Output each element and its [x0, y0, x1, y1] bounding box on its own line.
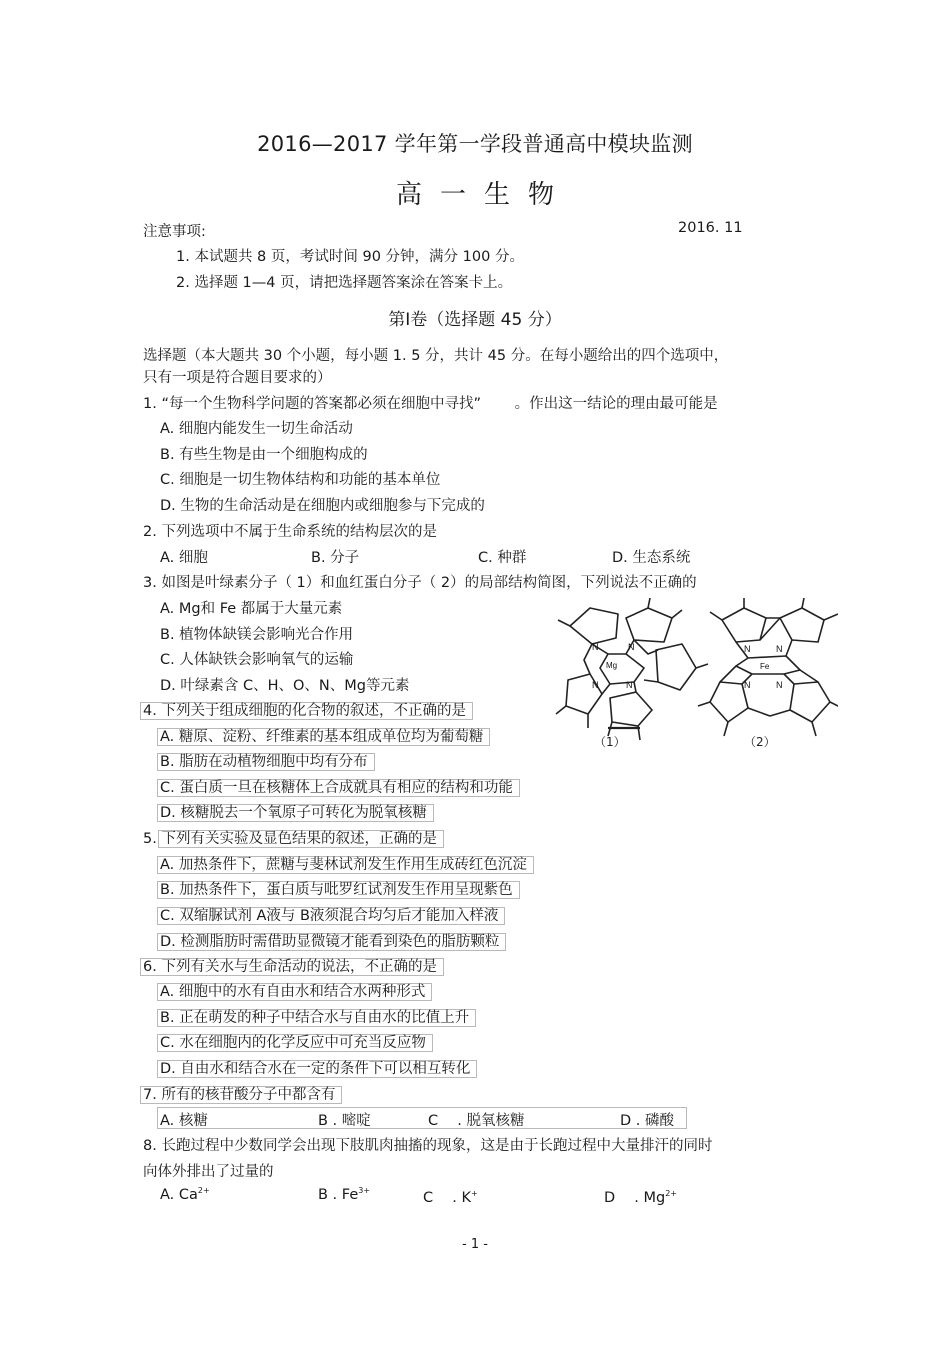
question-6-stem-text: 6. 下列有关水与生命活动的说法，不正确的是	[140, 958, 444, 976]
question-5-option-a[interactable]: A. 加热条件下，蔗糖与斐林试剂发生作用生成砖红色沉淀	[157, 856, 534, 874]
question-8-stem-1: 8. 长跑过程中少数同学会出现下肢肌肉抽搐的现象，这是由于长跑过程中大量排汗的同时	[143, 1138, 713, 1154]
question-6-option-d[interactable]: D. 自由水和结合水在一定的条件下可以相互转化	[157, 1060, 477, 1078]
heme-n-atom-4: N	[776, 680, 783, 690]
page-number: - 1 -	[462, 1237, 488, 1252]
question-1-option-d[interactable]: D. 生物的生命活动是在细胞内或细胞参与下完成的	[160, 498, 485, 514]
question-3-option-d[interactable]: D. 叶绿素含 C、H、O、N、Mg等元素	[160, 678, 410, 694]
question-7-option-a[interactable]: A. 核糖	[160, 1113, 208, 1129]
question-6-option-a-wrap	[160, 980, 432, 1001]
question-5-number: 5.	[143, 831, 157, 847]
question-2-option-a[interactable]: A. 细胞	[160, 550, 208, 566]
question-8-option-a[interactable]	[160, 1186, 210, 1203]
question-6-stem	[143, 955, 444, 976]
notice-item-2: 2. 选择题 1—4 页，请把选择题答案涂在答案卡上。	[176, 275, 513, 291]
question-6-option-a[interactable]: A. 细胞中的水有自由水和结合水两种形式	[157, 983, 432, 1001]
question-4-option-d[interactable]: D. 核糖脱去一个氧原子可转化为脱氧核糖	[157, 804, 434, 822]
question-7-option-d[interactable]: D . 磷酸	[620, 1113, 674, 1129]
question-8-option-c[interactable]	[423, 1186, 478, 1207]
question-3-option-c[interactable]: C. 人体缺铁会影响氧气的运输	[160, 652, 354, 668]
question-4-stem-text: 4. 下列关于组成细胞的化合物的叙述，不正确的是	[140, 702, 473, 720]
question-8-option-c-charge: +	[470, 1189, 478, 1199]
section-instructions-2: 只有一项是符合题目要求的）	[143, 370, 332, 386]
question-4-option-b[interactable]: B. 脂肪在动植物细胞中均有分布	[157, 753, 375, 771]
question-8-option-a-label: A. Ca	[160, 1186, 198, 1203]
chlorophyll-center-atom: Mg	[606, 661, 618, 670]
heme-n-atom-2: N	[776, 644, 783, 654]
chlorophyll-n-atom-2: N	[628, 642, 635, 652]
question-4-option-a-wrap	[160, 725, 490, 746]
question-8-option-c-label: C . K	[423, 1190, 471, 1206]
question-5-stem-text: 下列有关实验及显色结果的叙述，正确的是	[158, 830, 444, 848]
question-1-option-c[interactable]: C. 细胞是一切生物体结构和功能的基本单位	[160, 472, 441, 488]
question-7-stem-text: 7. 所有的核苷酸分子中都含有	[140, 1086, 342, 1104]
question-1-option-a[interactable]: A. 细胞内能发生一切生命活动	[160, 421, 353, 437]
question-6-option-c[interactable]: C. 水在细胞内的化学反应中可充当反应物	[157, 1034, 433, 1052]
figure-label-1: （1）	[594, 735, 626, 749]
question-7-options-box	[157, 1107, 687, 1129]
chlorophyll-n-atom-3: N	[592, 680, 599, 690]
figure-label-2: （2）	[744, 735, 776, 749]
question-1-stem: 1. “每一个生物科学问题的答案都必须在细胞中寻找” 。作出这一结论的理由最可能是	[143, 396, 718, 412]
question-6-option-d-wrap	[160, 1057, 477, 1078]
question-8-option-d[interactable]	[604, 1186, 677, 1207]
heme-n-atom-3: N	[744, 680, 751, 690]
question-4-option-c-wrap	[160, 776, 520, 797]
chlorophyll-structure	[556, 598, 708, 740]
porphyrin-structure-figure	[548, 598, 838, 750]
question-7-option-c[interactable]: C . 脱氧核糖	[428, 1113, 525, 1129]
question-8-option-a-charge: 2+	[197, 1186, 210, 1195]
question-6-option-b-wrap	[160, 1006, 476, 1027]
heme-n-atom-1: N	[744, 644, 751, 654]
question-3-option-b[interactable]: B. 植物体缺镁会影响光合作用	[160, 627, 354, 643]
question-8-stem-2: 向体外排出了过量的	[143, 1164, 274, 1180]
question-4-option-b-wrap	[160, 750, 375, 771]
question-5-option-a-wrap	[160, 853, 534, 874]
question-3-stem: 3. 如图是叶绿素分子（ 1）和血红蛋白分子（ 2）的局部结构简图，下列说法不正确的	[143, 575, 697, 591]
question-2-option-b[interactable]: B. 分子	[311, 550, 360, 566]
exam-title: 2016—2017 学年第一学段普通高中模块监测	[257, 132, 693, 156]
question-4-option-c[interactable]: C. 蛋白质一旦在核糖体上合成就具有相应的结构和功能	[157, 779, 520, 797]
notice-item-1: 1. 本试题共 8 页，考试时间 90 分钟，满分 100 分。	[176, 249, 524, 265]
question-5-option-b-wrap	[160, 878, 520, 899]
question-8-option-d-charge: 2+	[665, 1189, 678, 1199]
question-1-option-b[interactable]: B. 有些生物是由一个细胞构成的	[160, 447, 368, 463]
question-8-option-b-charge: 3+	[358, 1186, 371, 1195]
question-2-option-d[interactable]: D. 生态系统	[612, 550, 691, 566]
question-7-stem	[143, 1083, 342, 1104]
chlorophyll-n-atom-1: N	[592, 642, 599, 652]
question-3-option-a[interactable]: A. Mg和 Fe 都属于大量元素	[160, 601, 343, 617]
question-4-option-a[interactable]: A. 糖原、淀粉、纤维素的基本组成单位均为葡萄糖	[157, 728, 490, 746]
question-8-option-b-label: B . Fe	[318, 1186, 359, 1203]
question-5-option-b[interactable]: B. 加热条件下，蛋白质与吡罗红试剂发生作用呈现紫色	[157, 881, 520, 899]
section-instructions-1: 选择题（本大题共 30 个小题，每小题 1. 5 分，共计 45 分。在每小题给出的四个选项中，	[143, 348, 729, 364]
question-2-option-c[interactable]: C. 种群	[478, 550, 527, 566]
chlorophyll-n-atom-4: N	[626, 680, 633, 690]
question-5-stem	[143, 827, 444, 848]
question-4-option-d-wrap	[160, 801, 434, 822]
question-8-option-d-label: D . Mg	[604, 1190, 666, 1206]
subject-title: 高一生物	[395, 180, 572, 210]
question-5-option-c[interactable]: C. 双缩脲试剂 A液与 B液须混合均匀后才能加入样液	[157, 907, 505, 925]
question-5-option-c-wrap	[160, 904, 505, 925]
question-6-option-c-wrap	[160, 1031, 433, 1052]
question-6-option-b[interactable]: B. 正在萌发的种子中结合水与自由水的比值上升	[157, 1009, 476, 1027]
exam-date: 2016. 11	[678, 220, 743, 236]
notice-label: 注意事项:	[143, 224, 206, 240]
question-2-stem: 2. 下列选项中不属于生命系统的结构层次的是	[143, 524, 437, 540]
section-title: 第Ⅰ卷（选择题 45 分）	[388, 310, 562, 330]
question-4-stem	[143, 699, 473, 720]
heme-center-atom: Fe	[760, 662, 770, 671]
question-7-option-b[interactable]: B . 嘧啶	[318, 1113, 371, 1129]
question-8-option-b[interactable]	[318, 1186, 370, 1203]
question-5-option-d-wrap	[160, 930, 506, 951]
question-5-option-d[interactable]: D. 检测脂肪时需借助显微镜才能看到染色的脂肪颗粒	[157, 933, 506, 951]
